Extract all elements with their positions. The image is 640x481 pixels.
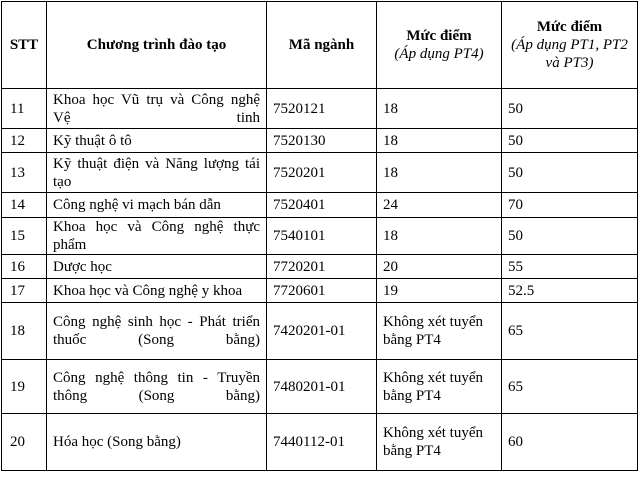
- header-program: Chương trình đào tạo: [47, 2, 267, 89]
- cell-program: Kỹ thuật ô tô: [47, 129, 267, 153]
- header-row: [2, 2, 638, 89]
- table-row: [2, 255, 638, 279]
- admission-score-table: [1, 1, 638, 471]
- cell-code: 7480201-01: [267, 360, 377, 414]
- table-row: [2, 414, 638, 471]
- cell-score-other: 70: [502, 193, 638, 218]
- cell-program: Dược học: [47, 255, 267, 279]
- cell-code: 7540101: [267, 218, 377, 255]
- cell-program: Công nghệ thông tin - Truyền thông (Song bằng): [47, 360, 267, 414]
- cell-stt: 16: [2, 255, 47, 279]
- cell-stt: 11: [2, 89, 47, 129]
- cell-code: 7440112-01: [267, 414, 377, 471]
- cell-program: Khoa học Vũ trụ và Công nghệ Vệ tinh: [47, 89, 267, 129]
- cell-stt: 14: [2, 193, 47, 218]
- cell-program: Công nghệ sinh học - Phát triển thuốc (Song bằng): [47, 303, 267, 360]
- cell-score-other: 50: [502, 129, 638, 153]
- cell-score-other: 50: [502, 89, 638, 129]
- cell-score-pt4: 18: [377, 129, 502, 153]
- table-row: [2, 193, 638, 218]
- cell-score-other: 65: [502, 360, 638, 414]
- cell-program: Khoa học và Công nghệ thực phẩm: [47, 218, 267, 255]
- cell-stt: 12: [2, 129, 47, 153]
- cell-score-pt4: 24: [377, 193, 502, 218]
- table-row: [2, 129, 638, 153]
- cell-program: Hóa học (Song bằng): [47, 414, 267, 471]
- header-code: Mã ngành: [267, 2, 377, 89]
- table-row: [2, 303, 638, 360]
- cell-stt: 19: [2, 360, 47, 414]
- cell-code: 7720201: [267, 255, 377, 279]
- cell-code: 7520121: [267, 89, 377, 129]
- cell-stt: 15: [2, 218, 47, 255]
- cell-code: 7520201: [267, 153, 377, 193]
- cell-score-other: 50: [502, 153, 638, 193]
- cell-code: 7520401: [267, 193, 377, 218]
- table-row: [2, 153, 638, 193]
- cell-code: 7520130: [267, 129, 377, 153]
- table-row: [2, 89, 638, 129]
- cell-program: Kỹ thuật điện và Năng lượng tái tạo: [47, 153, 267, 193]
- cell-stt: 20: [2, 414, 47, 471]
- cell-stt: 13: [2, 153, 47, 193]
- table-row: [2, 360, 638, 414]
- cell-score-other: 50: [502, 218, 638, 255]
- cell-score-pt4: 18: [377, 153, 502, 193]
- table-row: [2, 279, 638, 303]
- header-score-pt4-title: Mức điểm: [406, 28, 472, 44]
- cell-score-pt4: 18: [377, 218, 502, 255]
- header-score-other: [502, 2, 638, 89]
- cell-score-pt4: 20: [377, 255, 502, 279]
- header-stt: STT: [2, 2, 47, 89]
- cell-score-other: 65: [502, 303, 638, 360]
- cell-score-other: 52.5: [502, 279, 638, 303]
- cell-score-pt4: Không xét tuyển bằng PT4: [377, 303, 502, 360]
- header-score-pt4: [377, 2, 502, 89]
- table-row: [2, 218, 638, 255]
- cell-stt: 17: [2, 279, 47, 303]
- cell-program: Khoa học và Công nghệ y khoa: [47, 279, 267, 303]
- cell-program: Công nghệ vi mạch bán dẫn: [47, 193, 267, 218]
- cell-score-other: 55: [502, 255, 638, 279]
- header-score-pt4-note: (Áp dụng PT4): [394, 46, 484, 62]
- cell-code: 7420201-01: [267, 303, 377, 360]
- cell-score-pt4: 19: [377, 279, 502, 303]
- header-score-other-title: Mức điểm: [536, 19, 603, 35]
- cell-stt: 18: [2, 303, 47, 360]
- cell-score-pt4: Không xét tuyển bằng PT4: [377, 414, 502, 471]
- header-score-other-note: (Áp dụng PT1, PT2 và PT3): [511, 37, 628, 71]
- cell-score-pt4: Không xét tuyển bằng PT4: [377, 360, 502, 414]
- cell-score-other: 60: [502, 414, 638, 471]
- cell-code: 7720601: [267, 279, 377, 303]
- cell-score-pt4: 18: [377, 89, 502, 129]
